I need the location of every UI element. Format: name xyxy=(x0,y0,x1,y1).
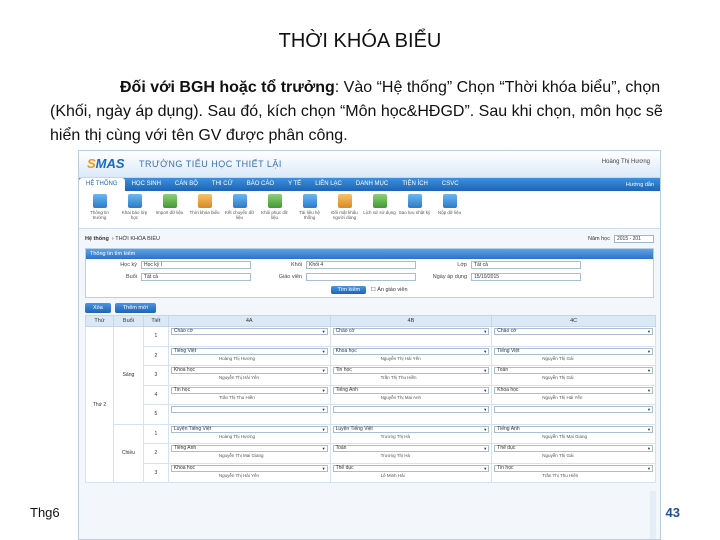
menu-item[interactable]: BÁO CÁO xyxy=(246,181,275,187)
toolbar-label: Tài liệu hệ thống xyxy=(299,210,320,220)
period-cell: 1 xyxy=(143,424,168,444)
subject-cell xyxy=(168,346,330,366)
filter-label: Lớp xyxy=(457,262,467,268)
period-cell: 3 xyxy=(143,366,168,386)
toolbar-label: Khôi phục dữ liệu xyxy=(261,210,288,220)
toolbar-button[interactable] xyxy=(83,194,116,220)
subject-cell xyxy=(492,424,656,444)
toolbar-button[interactable] xyxy=(153,194,186,215)
toolbar-label: Thông tin trường xyxy=(90,210,109,220)
toolbar-button[interactable] xyxy=(433,194,466,215)
period-cell: 2 xyxy=(143,444,168,464)
subject-select[interactable]: Tiếng Việt ▼ xyxy=(171,348,328,355)
search-panel-title: Thông tin tìm kiếm xyxy=(86,249,653,259)
breadcrumb: Hệ thống › THỜI KHÓA BIỂU Năm học 2015 - 201 xyxy=(85,233,654,245)
subject-cell xyxy=(168,366,330,386)
subject-select[interactable] xyxy=(494,406,653,413)
teacher-input[interactable] xyxy=(306,273,416,281)
subject-cell xyxy=(492,444,656,464)
help-link[interactable]: Hướng dẫn xyxy=(625,181,654,188)
filter-label: Giáo viên xyxy=(278,274,302,280)
toolbar-button[interactable] xyxy=(328,194,361,220)
subject-select[interactable]: Chào cờ ▼ xyxy=(494,328,653,335)
subject-cell xyxy=(168,385,330,405)
year-select[interactable]: 2015 - 201 xyxy=(614,235,654,243)
subject-select[interactable]: Tiếng Việt ▼ xyxy=(494,348,653,355)
menu-item[interactable]: CSVC xyxy=(441,181,459,187)
period-cell: 1 xyxy=(143,327,168,347)
toolbar-icon xyxy=(163,194,177,208)
subject-select[interactable] xyxy=(171,406,328,413)
teacher-name: Nguyễn Thị Mai Giang xyxy=(218,453,264,458)
subject-cell xyxy=(492,405,656,425)
subject-cell xyxy=(168,405,330,425)
menu-item[interactable]: Y TẾ xyxy=(288,181,302,187)
subject-cell xyxy=(330,444,492,464)
slide-title: THỜI KHÓA BIỂU xyxy=(278,30,442,52)
table-row xyxy=(86,385,656,405)
toolbar-icon xyxy=(128,194,142,208)
instruction-text: : Vào “Hệ thống” Chọn “Thời khóa biểu”, chọn (Khối, ngày áp dụng). Sau đó, kích chọn “Môn học&HĐGD”. Sau khi chọn, môn học sẽ hiển thị cùng với tên GV được phân công. xyxy=(50,79,663,144)
filter-label: Buổi xyxy=(125,274,137,280)
subject-select[interactable]: Toán ▼ xyxy=(333,445,490,452)
app-logo: SMAS xyxy=(87,156,125,171)
subject-select[interactable]: Tiếng Anh ▼ xyxy=(171,445,328,452)
toolbar-icon xyxy=(408,194,422,208)
teacher-name: Nguyễn Thị Mai Anh xyxy=(380,394,422,400)
period-cell: 2 xyxy=(143,346,168,366)
toolbar-button[interactable] xyxy=(223,194,256,220)
subject-select[interactable]: Khoa học ▼ xyxy=(171,367,328,374)
menu-item[interactable]: LIÊN LẠC xyxy=(315,181,342,187)
toolbar-icon xyxy=(373,194,387,208)
table-row xyxy=(86,444,656,464)
teacher-name: Hoàng Thị Hương xyxy=(218,433,256,439)
column-header: Thứ xyxy=(86,316,114,327)
subject-select[interactable] xyxy=(333,406,490,413)
toolbar-button[interactable] xyxy=(398,194,431,215)
app-banner xyxy=(79,151,660,178)
subject-cell xyxy=(168,424,330,444)
toolbar-button[interactable] xyxy=(363,194,396,215)
teacher-name: Nguyễn Thị Hải Yến xyxy=(218,375,259,380)
footer-date: Thg6 xyxy=(30,505,60,520)
toolbar-icon xyxy=(198,194,212,208)
instruction-bold: Đối với BGH hoặc tổ trưởng xyxy=(120,79,335,96)
table-row xyxy=(86,366,656,386)
teacher-name: Lê Minh Hải xyxy=(380,472,405,478)
teacher-name: Nguyễn Thị Hải Yến xyxy=(380,355,421,361)
toolbar-label: Thời khóa biểu xyxy=(189,210,220,215)
toolbar-label: Đổi mật khẩu người dùng xyxy=(331,210,358,220)
subject-cell xyxy=(330,346,492,366)
toolbar-button[interactable] xyxy=(188,194,221,215)
toolbar xyxy=(79,191,660,229)
class-select[interactable]: Tất cả xyxy=(471,261,581,269)
column-header: 4A xyxy=(168,316,330,327)
subject-select[interactable]: Chào cờ ▼ xyxy=(333,328,490,335)
menu-item[interactable]: HỌC SINH xyxy=(131,181,161,187)
teacher-name: Trương Thị Hà xyxy=(380,433,411,439)
menu-item[interactable]: TIỆN ÍCH xyxy=(402,181,428,187)
semester-select[interactable]: Học kỳ I xyxy=(141,261,251,269)
subject-select[interactable]: Tin học ▼ xyxy=(171,387,328,394)
teacher-name: Nguyễn Thị Hải Yến xyxy=(218,472,259,478)
toolbar-button[interactable] xyxy=(293,194,326,220)
filter-label: Ngày áp dụng xyxy=(432,274,467,280)
subject-cell xyxy=(330,463,492,483)
toolbar-icon xyxy=(93,194,107,208)
subject-select[interactable]: Tiếng Anh ▼ xyxy=(494,426,653,433)
menu-item[interactable]: DANH MỤC xyxy=(355,181,389,187)
column-header: Tiết xyxy=(143,316,168,327)
breadcrumb-current: THỜI KHÓA BIỂU xyxy=(115,236,160,242)
apply-date-input[interactable]: 15/10/2015 xyxy=(471,273,581,281)
subject-select[interactable]: Tiếng Anh ▼ xyxy=(333,387,490,394)
teacher-name: Nguyễn Thị Gái xyxy=(542,355,574,361)
subject-cell xyxy=(330,385,492,405)
toolbar-button[interactable] xyxy=(258,194,291,220)
toolbar-label: Sao lưu nhật ký xyxy=(398,210,431,215)
toolbar-icon xyxy=(338,194,352,208)
search-panel xyxy=(85,248,654,298)
table-row xyxy=(86,327,656,347)
teacher-name: Hoàng Thị Hương xyxy=(218,355,256,361)
hide-teacher-checkbox[interactable]: ☐ Ẩn giáo viên xyxy=(370,287,408,293)
period-cell: 5 xyxy=(143,405,168,425)
subject-cell xyxy=(492,463,656,483)
toolbar-icon xyxy=(233,194,247,208)
subject-cell xyxy=(492,327,656,347)
session-cell: Chiều xyxy=(113,424,143,483)
subject-select[interactable]: Khoa học ▼ xyxy=(333,348,490,355)
teacher-name: Trần Thị Thu Hiền xyxy=(218,394,255,400)
table-row xyxy=(86,463,656,483)
subject-select[interactable]: Chào cờ ▼ xyxy=(171,328,328,335)
subject-select[interactable]: Thể dục ▼ xyxy=(333,465,490,472)
toolbar-icon xyxy=(303,194,317,208)
teacher-name: Nguyễn Thị Mai Giang xyxy=(542,433,587,439)
user-name[interactable]: Hoàng Thị Hương xyxy=(601,159,650,165)
menu-item[interactable]: THI CỬ xyxy=(211,181,233,187)
subject-select[interactable]: Luyện Tiếng Việt ▼ xyxy=(333,426,490,433)
table-scrollbar[interactable] xyxy=(650,491,656,540)
delete-button[interactable]: Xóa xyxy=(85,303,111,313)
grade-select[interactable]: Khối 4 xyxy=(306,261,416,269)
column-header: 4C xyxy=(492,316,656,327)
teacher-name: Nguyễn Thị Hải Yến xyxy=(542,394,583,400)
toolbar-label: Lịch sử sử dụng xyxy=(363,210,396,215)
breadcrumb-root[interactable]: Hệ thống xyxy=(85,236,109,242)
action-bar xyxy=(85,303,654,313)
table-row xyxy=(86,346,656,366)
subject-cell xyxy=(168,463,330,483)
toolbar-button[interactable] xyxy=(118,194,151,220)
subject-cell xyxy=(492,385,656,405)
subject-select[interactable]: Khoa học ▼ xyxy=(494,387,653,394)
subject-cell xyxy=(330,327,492,347)
subject-cell xyxy=(492,346,656,366)
teacher-name: Trương Thị Hà xyxy=(380,453,411,458)
filter-label: Khối xyxy=(290,262,302,268)
search-button[interactable]: Tìm kiếm xyxy=(331,286,366,294)
year-label: Năm học xyxy=(587,236,610,242)
subject-cell xyxy=(330,424,492,444)
instruction-paragraph xyxy=(50,76,680,148)
day-cell: Thứ 2 xyxy=(86,327,114,483)
toolbar-label: Khai báo lớp học xyxy=(121,210,148,220)
session-cell: Sáng xyxy=(113,327,143,425)
subject-cell xyxy=(330,366,492,386)
subject-select[interactable]: Toán ▼ xyxy=(494,367,653,374)
app-screenshot xyxy=(78,150,661,540)
period-cell: 4 xyxy=(143,385,168,405)
timetable xyxy=(85,315,656,483)
teacher-name: Nguyễn Thị Gái xyxy=(542,453,574,458)
toolbar-label: Import dữ liệu xyxy=(155,210,184,215)
session-select[interactable]: Tất cả xyxy=(141,273,251,281)
main-menu xyxy=(79,178,660,191)
toolbar-label: Nộp dữ liệu xyxy=(437,210,462,215)
subject-cell xyxy=(492,366,656,386)
subject-cell xyxy=(168,444,330,464)
column-header: Buổi xyxy=(113,316,143,327)
toolbar-label: Kết chuyển dữ liệu xyxy=(224,210,255,220)
teacher-name: Trần Thị Thu Hiền xyxy=(542,472,579,478)
subject-select[interactable]: Luyện Tiếng Việt ▼ xyxy=(171,426,328,433)
period-cell: 3 xyxy=(143,463,168,483)
subject-cell xyxy=(330,405,492,425)
hide-teacher-label: Ẩn giáo viên xyxy=(377,287,408,293)
subject-select[interactable]: Khoa học ▼ xyxy=(171,465,328,472)
subject-cell xyxy=(168,327,330,347)
school-name: TRƯỜNG TIỂU HỌC THIẾT LẬI xyxy=(139,159,282,169)
toolbar-icon xyxy=(443,194,457,208)
table-row xyxy=(86,405,656,425)
subject-select[interactable]: Tin học ▼ xyxy=(494,465,653,472)
menu-item[interactable]: CÁN BỘ xyxy=(174,181,198,187)
teacher-name: Trần Thị Thu Hiền xyxy=(380,375,417,380)
table-row xyxy=(86,424,656,444)
subject-select[interactable]: Thể dục ▼ xyxy=(494,445,653,452)
page-number: 43 xyxy=(665,505,680,520)
subject-select[interactable]: Tin học ▼ xyxy=(333,367,490,374)
filter-label: Học kỳ xyxy=(120,262,137,268)
column-header: 4B xyxy=(330,316,492,327)
toolbar-icon xyxy=(268,194,282,208)
menu-item[interactable]: HỆ THỐNG xyxy=(79,178,125,191)
teacher-name: Nguyễn Thị Gái xyxy=(542,375,574,380)
add-new-button[interactable]: Thêm mới xyxy=(115,303,156,313)
